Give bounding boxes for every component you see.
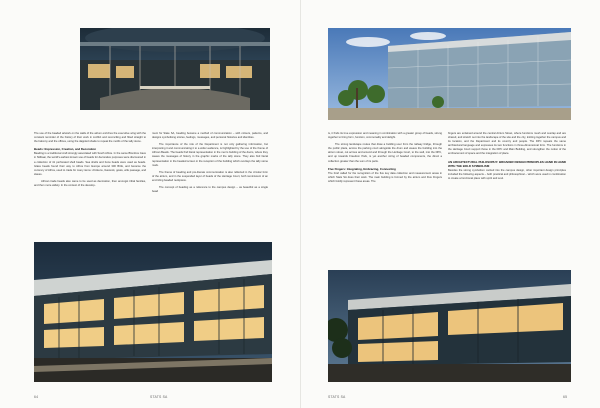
section-heading: Beads: Expression, Creation, and Decoration <box>34 147 97 152</box>
paragraph: is, it finds its true expression and meaning in combination with a greater group of beads, strung together to bring form, function, commonality and delight. <box>328 132 442 140</box>
paragraph: Besides the strong symbolism carried into the campus design, other important design principles included the following aspects – both practical and philosophical – which were used in combination to create a functional place with spirit and soul. <box>448 168 566 180</box>
building-night-exterior-photo <box>34 242 272 382</box>
left-text-column-2 <box>152 132 268 197</box>
paragraph: The brief called for the recognition of the five key data collection and measurement areas in which Stats SA does their work. The main building is formed by the atrium and Five Fingers which boldly represent these areas. The <box>328 171 442 183</box>
right-text-column-1 <box>328 132 442 187</box>
paragraph: The concept of beading as a reference to the campus design – as beautiful as a single bead <box>152 186 268 194</box>
paragraph: ment for State SA, beading became a method of communication – with colours, patterns, and designs symbolising stories, feelings, messages, and personal histories and identities. <box>152 132 268 140</box>
paragraph: The use of the beaded artwork on the walls of the atrium enriches the executive wing with the constant reminder of the history of their work in conflict and reconciling and fitted straight to the balcony and the offices, using the dappled shade to repeat the motifs of the tally stone. <box>34 132 146 144</box>
running-footer: STATS SA <box>150 395 168 399</box>
right-page <box>300 0 600 408</box>
paragraph: The importance of the role of the Department is not only gathering information, but interpreting it and communicating it to a wider audience, is highlighted by the use of the theme of African Beads. The beads find literal representation in the men's building of the doors, where they weave the messages of history in the graphic marks of the tally stone. They also find literal representation in the beaded screen in the reception of the building which overlays the tally stone mark. <box>152 143 268 167</box>
running-footer: STATS SA <box>328 395 346 399</box>
left-text-column-1 <box>34 132 146 191</box>
page-number: 65 <box>563 395 568 399</box>
building-day-exterior-photo <box>328 28 571 120</box>
atrium-interior-photo <box>80 28 270 110</box>
paragraph: The theme of beading and pre-literate communication is also reflected in the circular form of the atrium, and in the suspended layer of beads of the Heritage Court, both reminiscent of an encircling beaded neckpiece. <box>152 170 268 182</box>
section-heading: AN ARCHITECTURAL PHILOSOPHY: BROADER DESIGN PRINCIPLES HAND IN HAND WITH THE BOLD SYMBOLISM <box>448 159 566 168</box>
building-dusk-exterior-photo <box>328 270 571 382</box>
page-number: 64 <box>34 395 39 399</box>
paragraph: The strong landscape routes that draw a building user from the railway bridge, through the public plaza, across the parking court alongside the drum and weave the building into the atrium street, cut across and around and through the Heritage Court, to the well, into the DPC, and up towards Freedom Park, is yet another string of beaded components, the direct a collection greater than the sum of its parts. <box>328 143 442 163</box>
section-heading: Five Fingers: Integrating, Embracing, Connecting <box>328 166 396 171</box>
paragraph: fingers are entwined around the central Atrium Street, where functions mesh and overlap and are shared, and stretch out into the landscape of the site and the city, knitting together the campus and its location, and the Department and its country and people. The DPC repeats the same architectural language and expresses its two functions in three-dimensional form. The functions in the Heritage Court support those in the DPC and Main Building, and strengthen the notion of the embracement of space and the integration of place. <box>448 132 566 156</box>
paragraph: African trade beads also came to be used as decoration, then amongst tribal families, and then more widely. In the context of the develop- <box>34 179 146 188</box>
paragraph: Beading is a traditional craft strongly associated with South Africa. In the same Blombos Cave in Stilbaai, the world's earliest known use of beads for decorative purposes were discovered in a collection of 41 perforated shell beads. Sea shells and bone beads were used as beads. Glass beads found their way to Africa from Europe around 300 BCE, and became the currency of Africa, used to trade for many items: chickens, livestock, goats, wife passage, and slaves. <box>34 152 146 176</box>
right-text-column-2 <box>448 132 566 184</box>
